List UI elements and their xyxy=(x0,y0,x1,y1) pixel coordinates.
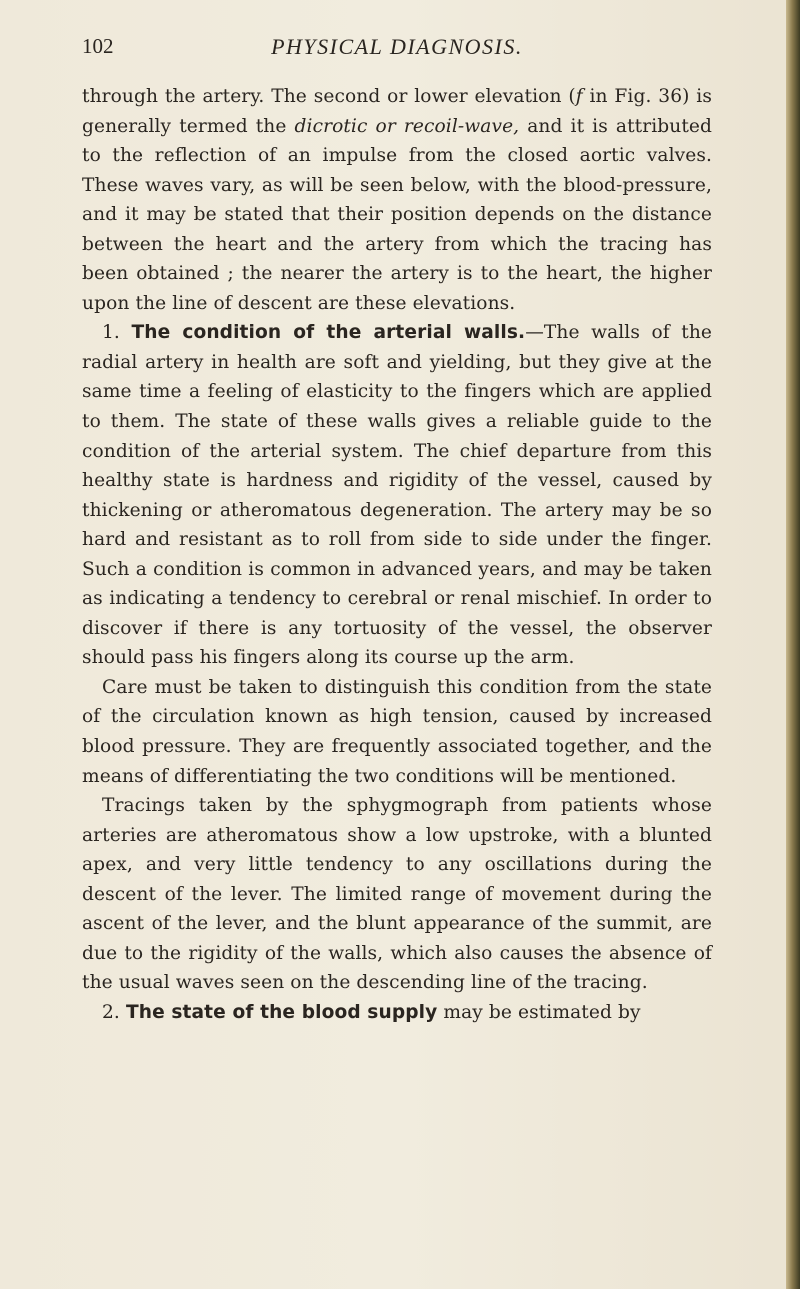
text-run: and it is attributed to the reflection of an impulse from the closed aortic valves. These waves vary, as will be seen below, with the blood-pressure, and it may be stated that their position depends on the distance between the heart and the artery from which the tracing has been obtained ; the nearer the artery is to the heart, the higher upon the line of descent are these elevations. xyxy=(82,115,713,314)
italic-term: dicrotic xyxy=(294,115,368,137)
text-run: Care must be taken to distinguish this condition from the state of the circulation known as high tension, caused by increased blood pressure. They are frequently associated together, and the means of differentiating the two conditions will be mentioned. xyxy=(82,676,712,787)
paragraph-high-tension xyxy=(82,673,712,791)
paragraph-tracings xyxy=(82,791,712,998)
section-number: 1. xyxy=(102,322,120,344)
text-run xyxy=(396,116,404,137)
text-run: through the artery. The second or lower elevation ( xyxy=(82,86,576,107)
page-spine-edge xyxy=(786,0,800,1289)
text-run: may be estimated by xyxy=(437,1001,641,1023)
section-heading: The condition of the arterial walls. xyxy=(131,322,526,344)
running-title: PHYSICAL DIAGNOSIS. xyxy=(271,34,523,59)
text-run: Tracings taken by the sphygmograph from patients whose arteries are atheromatous show a low upstroke, with a blunted apex, and very little tendency to any oscillations during the descent of the lever. The limited range of movement during the ascent of the lever, and the blunt appearance of the summit, are due to the rigidity of the walls, which also causes the absence of the usual waves seen on the descending line of the tracing. xyxy=(82,795,712,994)
paragraph-blood-supply xyxy=(82,998,712,1028)
text-run: —The walls of the radial artery in health are soft and yielding, but they give at the same time a feeling of elasticity to the fingers which are applied to them. The state of these walls gives a reliable guide to the condition of the arterial system. The chief departure from this healthy state is hardness and rigidity of the vessel, caused by thickening or atheromatous degeneration. The artery may be so hard and resistant as to roll from side to side under the finger. Such a condition is common in advanced years, and may be taken as indicating a tendency to cerebral or renal mischief. In order to discover if there is any tortuosity of the vessel, the observer should pass his fingers along its course up the arm. xyxy=(82,322,712,669)
text-run: in Fig. 36) is generally termed the xyxy=(82,86,712,137)
paragraph-dicrotic-wave xyxy=(82,82,712,318)
section-number: 2. xyxy=(102,1001,120,1023)
text-run xyxy=(368,116,376,137)
section-heading: The state of the blood supply xyxy=(125,1001,438,1023)
page-header xyxy=(82,34,712,64)
italic-term: or xyxy=(375,115,396,137)
body-text xyxy=(82,82,712,1028)
figure-letter: f xyxy=(575,86,583,107)
italic-term: recoil-wave, xyxy=(403,115,520,137)
paragraph-arterial-walls xyxy=(82,318,712,673)
page-number: 102 xyxy=(82,34,114,58)
